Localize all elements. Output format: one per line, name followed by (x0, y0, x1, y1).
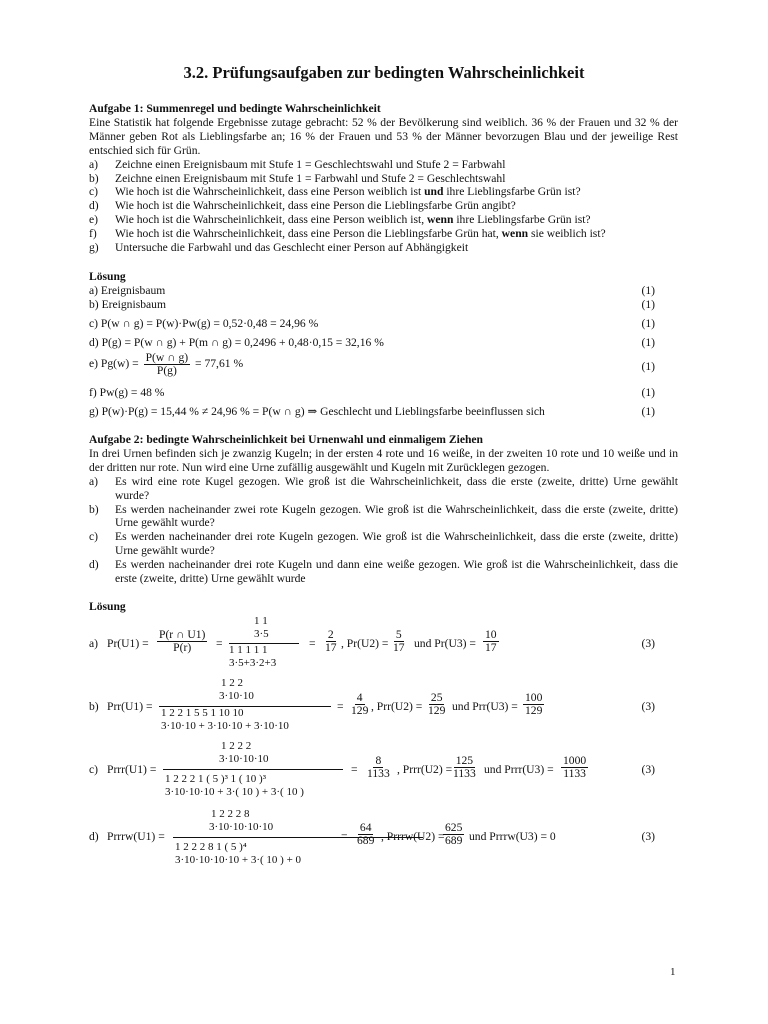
page-title: 3.2. Prüfungsaufgaben zur bedingten Wahrscheinlichkeit (183, 63, 585, 82)
task1-item-g: g) Untersuche die Farbwahl und das Geschlecht einer Person auf Abhängigkeit (89, 241, 469, 255)
task1-intro: Eine Statistik hat folgende Ergebnisse zutage gebracht: 52 % der Bevölkerung sind weiblich. 36 % der Frauen und 32 % der Männer geben Rot als Lieblingsfarbe an; 16 % der Frauen und 53 % der Männer bevorzugen Blau und der jeweilige Rest entschied sich für Grün. (89, 115, 678, 157)
task1-item-b: b) Zeichne einen Ereignisbaum mit Stufe 1 = Farbwahl und Stufe 2 = Geschlechtswahl (89, 171, 506, 185)
solution1-row-d: d) P(g) = P(w ∩ g) + P(m ∩ g) = 0,2496 + 0,48·0,15 = 32,16 % (1) (89, 336, 655, 349)
task2-item-c: c) Es werden nacheinander drei rote Kugeln gezogen. Wie groß ist die Wahrscheinlichkeit, dass die erste (zweite, dritte) Urne gewählt wurde? (89, 530, 678, 558)
solution2-d: d) Prrrw(U1) = 1 2 2 2 8 3·10·10·10·10 1 2 2 2 8 1 ( 5 )⁴ 3·10·10·10·10 + 3·( 10 ) + 0 = $\frac{64}{689}$ , Prrrw(U2) = $\frac{625}{689}$ und Prrrw(U3) = 0 (3) (89, 808, 655, 866)
task1-item-e: e) Wie hoch ist die Wahrscheinlichkeit, dass eine Person weiblich ist, wenn ihre Lieblingsfarbe Grün ist? (89, 213, 591, 227)
solution2-heading: Lösung (89, 600, 126, 613)
solution2-a: a) Pr(U1) = $\frac{P(r \cap U1)}{P(r)}$ = 1 1 3·5 1 1 1 1 1 3·5+3·2+3 = $\frac{2}{17}$ , Pr(U2) = $\frac{5}{17}$ und Pr(U3) = $\frac{10}{17}$ (3) (89, 615, 655, 669)
task2-block (89, 433, 678, 586)
task1-heading: Aufgabe 1: Summenregel und bedingte Wahrscheinlichkeit (89, 102, 381, 115)
task1-item-d: d) Wie hoch ist die Wahrscheinlichkeit, dass eine Person die Lieblingsfarbe Grün angibt? (89, 199, 516, 213)
task2-heading: Aufgabe 2: bedingte Wahrscheinlichkeit bei Urnenwahl und einmaligem Ziehen (89, 433, 484, 446)
task1-block (89, 102, 678, 255)
task2-item-b: b) Es werden nacheinander zwei rote Kugeln gezogen. Wie groß ist die Wahrscheinlichkeit, dass die erste (zweite, dritte) Urne gewählt wurde? (89, 502, 678, 530)
solution1-row-f: f) Pw(g) = 48 % (1) (89, 386, 655, 399)
task1-item-f: f) Wie hoch ist die Wahrscheinlichkeit, dass eine Person die Lieblingsfarbe Grün hat, wenn sie weiblich ist? (89, 227, 606, 241)
solution1-row-b: b) Ereignisbaum (1) (89, 298, 655, 311)
task1-item-c: c) Wie hoch ist die Wahrscheinlichkeit, dass eine Person weiblich ist und ihre Lieblingsfarbe Grün ist? (89, 185, 581, 199)
task2-item-a: a) Es wird eine rote Kugel gezogen. Wie groß ist die Wahrscheinlichkeit, dass die erste (zweite, dritte) Urne gewählt wurde? (89, 474, 678, 502)
task2-item-d: d) Es werden nacheinander drei rote Kugeln und dann eine weiße gezogen. Wie groß ist die Wahrscheinlichkeit, dass die erste (zweite, dritte) Urne gewählt wurde (89, 558, 678, 586)
solution1-row-e: e) Pg(w) = $\frac{P(w \cap g)}{P(g)}$ = 77,61 % (1) (89, 351, 655, 377)
solution1-row-c: c) P(w ∩ g) = P(w)·Pw(g) = 0,52·0,48 = 24,96 % (1) (89, 317, 655, 330)
solution1-row-g: g) P(w)·P(g) = 15,44 % ≠ 24,96 % = P(w ∩ g) ⇒ Geschlecht und Lieblingsfarbe beeinflussen sich (1) (89, 405, 655, 418)
fraction: $\frac{P(w \cap g)}{P(g)}$ (145, 351, 189, 377)
solution2-c: c) Prrr(U1) = 1 2 2 2 3·10·10·10 1 2 2 2 1 ( 5 )³ 1 ( 10 )³ 3·10·10·10 + 3·( 10 ) + 3·( 10 ) = $\frac{8}{1133}$ , Prrr(U2) = $\frac{125}{1133}$ und Prrr(U3) = $\frac{1000}{1133}$ (3) (89, 740, 655, 798)
task1-item-a: a) Zeichne einen Ereignisbaum mit Stufe 1 = Geschlechtswahl und Stufe 2 = Farbwahl (89, 157, 506, 171)
solution1-row-a: a) Ereignisbaum (1) (89, 284, 655, 297)
solution2-b: b) Prr(U1) = 1 2 2 3·10·10 1 2 2 1 5 5 1 10 10 3·10·10 + 3·10·10 + 3·10·10 = $\frac{4}{129}$ , Prr(U2) = $\frac{25}{129}$ und Prr(U3) = $\frac{100}{129}$ (3) (89, 677, 655, 732)
page-number: 1 (670, 966, 676, 978)
task2-intro: In drei Urnen befinden sich je zwanzig Kugeln; in der ersten 4 rote und 16 weiße, in der zweiten 10 rote und 10 weiße und in der dritten nur rote. Nun wird eine Urne zufällig ausgewählt und Kugeln mit Zurücklegen gezogen. (89, 446, 678, 474)
solution1-heading: Lösung (89, 270, 126, 283)
